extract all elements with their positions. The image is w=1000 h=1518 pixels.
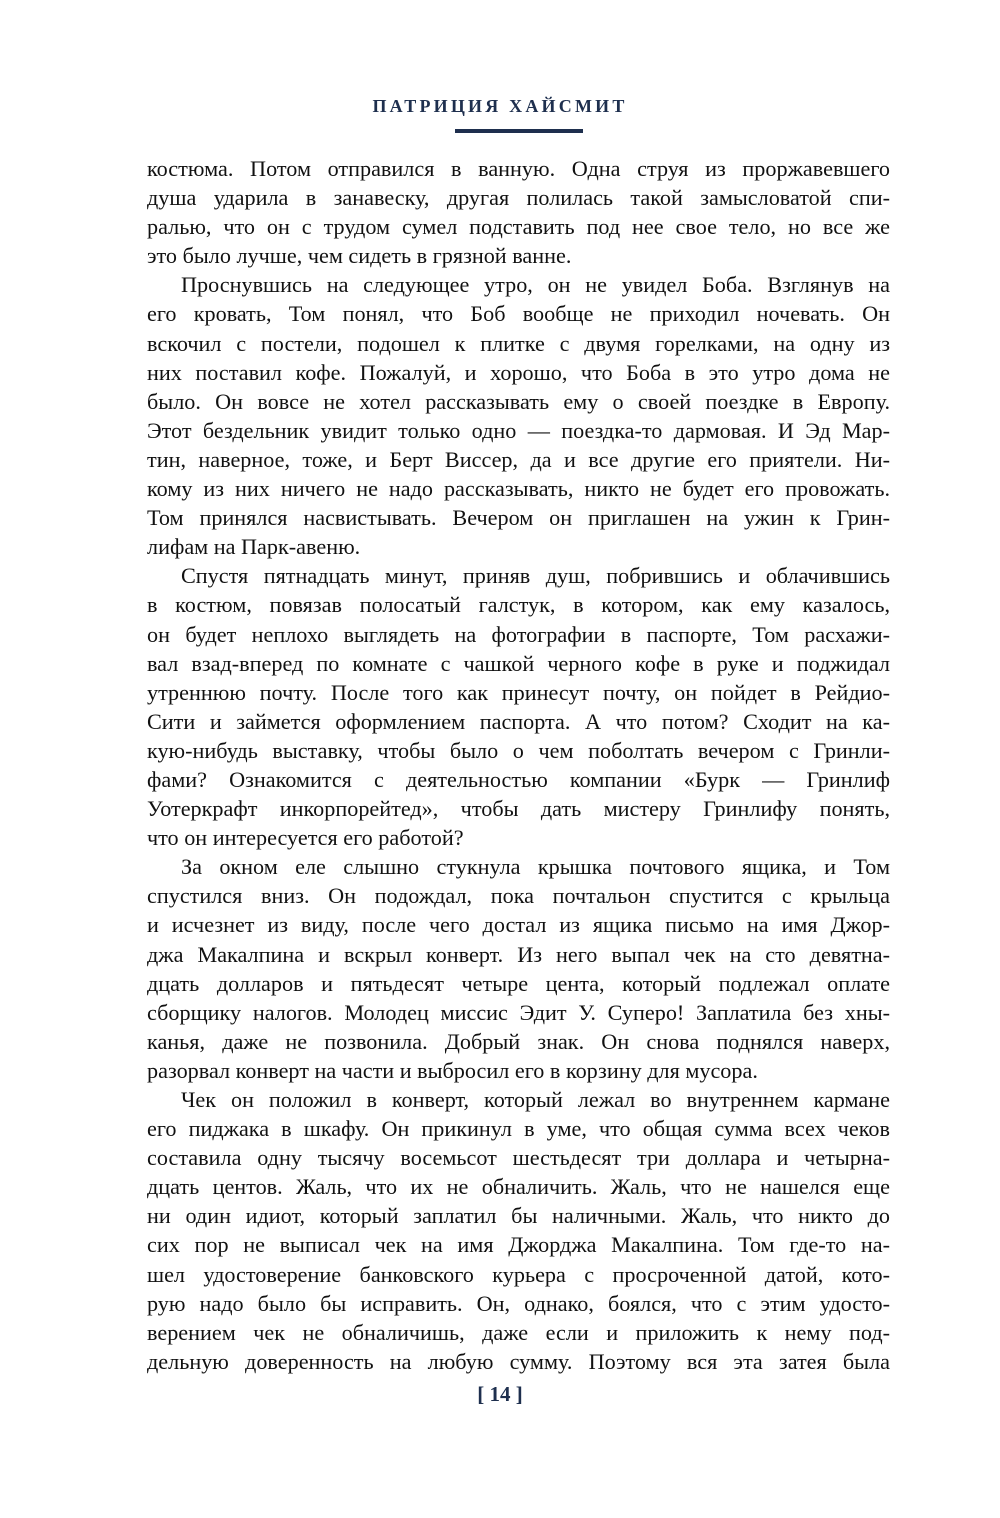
text-line: фами? Ознакомится с деятельностью компании «Бурк — Гринлиф <box>147 766 890 792</box>
text-line: сих пор не выписал чек на имя Джорджа Макалпина. Том где-то на- <box>147 1232 890 1258</box>
text-line: дцать долларов и пятьдесят четыре цента, который подлежал оплате <box>147 970 890 996</box>
paragraph <box>147 270 890 561</box>
text-line: душа ударила в занавеску, другая полилась такой замысловатой спи- <box>147 185 890 211</box>
text-line: костюма. Потом отправился в ванную. Одна струя из проржавевшего <box>147 156 890 181</box>
text-line: кую-нибудь выставку, чтобы было о чем поболтать вечером с Гринли- <box>147 737 890 763</box>
text-line: он будет неплохо выглядеть на фотографии в паспорте, Том расхажи- <box>147 621 890 647</box>
text-line: Этот бездельник увидит только одно — поездка-то дармовая. И Эд Мар- <box>147 417 890 443</box>
text-line: спустился вниз. Он подождал, пока почтальон спустится с крыльца <box>147 883 890 909</box>
text-line: Сити и займется оформлением паспорта. А что потом? Сходит на ка- <box>147 708 890 734</box>
text-line: Том принялся насвистывать. Вечером он приглашен на ужин к Грин- <box>147 505 890 531</box>
text-line: было. Он вовсе не хотел рассказывать ему о своей поездке в Европу. <box>147 388 890 414</box>
text-line: в костюм, повязав полосатый галстук, в котором, как ему казалось, <box>147 592 890 618</box>
text-line: ни один идиот, который заплатил бы наличными. Жаль, что никто до <box>147 1203 890 1229</box>
text-line: канья, даже не позвонила. Добрый знак. Он снова поднялся наверх, <box>147 1028 890 1054</box>
text-line: рую надо было бы исправить. Он, однако, боялся, что с этим удосто- <box>147 1290 890 1316</box>
text-line: его пиджака в шкафу. Он прикинул в уме, что общая сумма всех чеков <box>147 1116 890 1142</box>
text-line: них поставил кофе. Пожалуй, и хорошо, что Боба в это утро дома не <box>147 359 890 385</box>
text-line: что он интересуется его работой? <box>147 825 464 851</box>
text-line: тин, наверное, тоже, и Берт Виссер, да и все другие его приятели. Ни- <box>147 446 890 472</box>
text-line: дцать центов. Жаль, что их не обналичить. Жаль, что не нашелся еще <box>147 1174 890 1200</box>
text-line: шел удостоверение банковского курьера с просроченной датой, кото- <box>147 1261 890 1287</box>
paragraph <box>147 1085 890 1376</box>
running-head: ПАТРИЦИЯ ХАЙСМИТ <box>372 96 628 116</box>
text-line: дельную доверенность на любую сумму. Поэтому вся эта затея была <box>147 1348 890 1374</box>
text-line: лифам на Парк-авеню. <box>147 534 361 560</box>
text-line: Чек он положил в конверт, который лежал во внутреннем кармане <box>181 1087 890 1112</box>
text-line: сборщику налогов. Молодец миссис Эдит У. Суперо! Заплатила без хны- <box>147 999 890 1025</box>
text-line: разорвал конверт на части и выбросил его в корзину для мусора. <box>147 1057 758 1083</box>
text-line: верением чек не обналичишь, даже если и приложить к нему под- <box>147 1319 890 1345</box>
text-line: его кровать, Том понял, что Боб вообще не приходил ночевать. Он <box>147 301 890 327</box>
text-line: и исчезнет из виду, после чего достал из ящика письмо на имя Джор- <box>147 912 890 938</box>
text-line: составила одну тысячу восемьсот шестьдесят три доллара и четырна- <box>147 1145 890 1171</box>
paragraph <box>147 154 890 270</box>
text-line: вал взад-вперед по комнате с чашкой черного кофе в руке и поджидал <box>147 650 890 676</box>
text-line: ралью, что он с трудом сумел подставить под нее свое тело, но все же <box>147 214 890 240</box>
text-line: это было лучше, чем сидеть в грязной ванне. <box>147 243 572 269</box>
text-line: кому из них ничего не надо рассказывать, никто не будет его провожать. <box>147 476 890 502</box>
text-line: Уотеркрафт инкорпорейтед», чтобы дать мистеру Гринлифу понять, <box>147 796 890 822</box>
text-line: Проснувшись на следующее утро, он не увидел Боба. Взглянув на <box>181 272 890 298</box>
text-line: Спустя пятнадцать минут, приняв душ, побрившись и облачившись <box>181 563 890 589</box>
text-line: За окном еле слышно стукнула крышка почтового ящика, и Том <box>181 854 890 880</box>
text-line: джа Макалпина и вскрыл конверт. Из него выпал чек на сто девятна- <box>147 941 890 967</box>
body-text <box>147 154 890 1376</box>
header-rule <box>455 129 583 133</box>
paragraph <box>147 561 890 852</box>
text-line: вскочил с постели, подошел к плитке с двумя горелками, на одну из <box>147 330 890 356</box>
paragraph <box>147 852 890 1085</box>
text-line: утреннюю почту. После того как принесут почту, он пойдет в Рейдио- <box>147 679 890 705</box>
page-number: [ 14 ] <box>477 1382 523 1406</box>
